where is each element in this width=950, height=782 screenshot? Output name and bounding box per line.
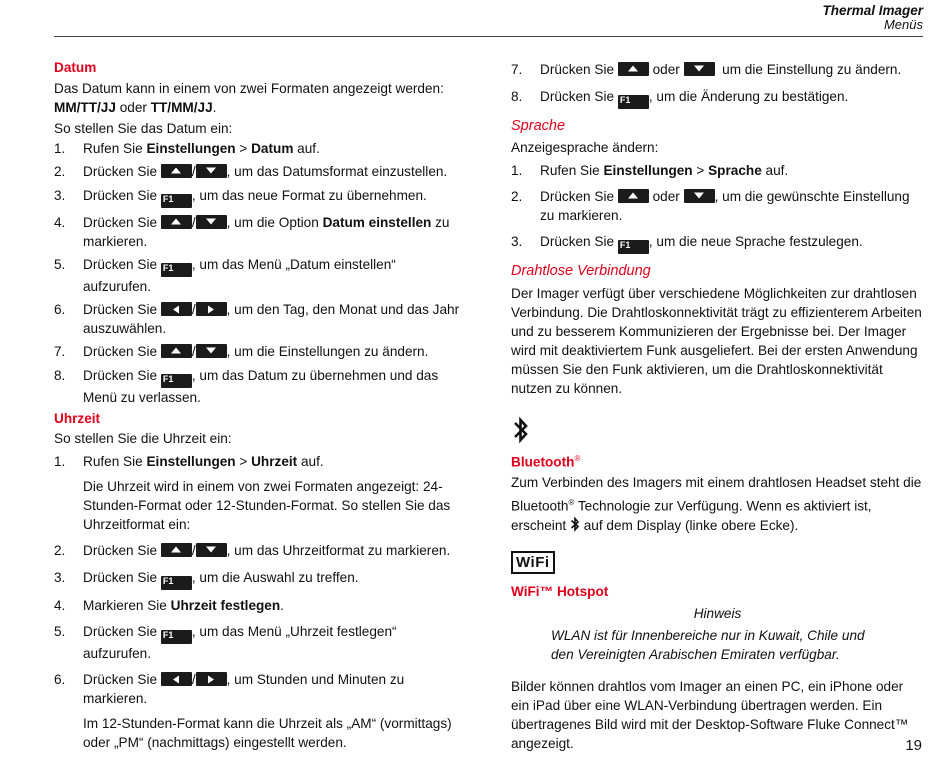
t: Drücken Sie <box>83 188 161 203</box>
step-text <box>83 366 464 407</box>
f1-key-icon: F1 <box>161 374 192 388</box>
datum-step-5 <box>54 255 464 296</box>
step-number: 2. <box>54 164 66 179</box>
wifi-heading: WiFi™ Hotspot <box>511 584 609 600</box>
step-text <box>83 452 464 471</box>
page-number: 19 <box>905 737 922 754</box>
uhrzeit-step-1 <box>54 452 464 471</box>
t: , um Stunden und Minuten zu markieren. <box>83 672 405 706</box>
t: Rufen Sie <box>540 163 604 178</box>
right-arrow-key-icon <box>196 302 227 316</box>
datum-howto: So stellen Sie das Datum ein: <box>54 121 233 136</box>
t: , um das Menü „Uhrzeit festlegen“ aufzurufen. <box>83 624 397 661</box>
t: Rufen Sie <box>83 454 147 469</box>
t: > <box>692 163 709 178</box>
t: Rufen Sie <box>83 141 147 156</box>
date-format-1: MM/TT/JJ <box>54 100 116 115</box>
up-arrow-key-icon <box>618 62 649 76</box>
step-text <box>83 622 464 663</box>
datum-step-8 <box>54 366 464 407</box>
step-text <box>83 255 464 296</box>
t: , um die neue Sprache festzulegen. <box>648 234 863 249</box>
manual-title: Thermal Imager <box>822 3 923 18</box>
right-column <box>511 60 924 753</box>
datum-step-2 <box>54 162 464 181</box>
bluetooth-heading-text: Bluetooth <box>511 454 575 470</box>
step-text: Drücken Sie / , um die Option Datum einstellen zu markieren. <box>83 215 450 249</box>
step-number: 7. <box>511 62 523 77</box>
t: Drücken Sie <box>83 624 161 639</box>
t: , um die Einstellungen zu ändern. <box>226 344 429 359</box>
t: auf dem Display (linke obere Ecke). <box>579 518 799 534</box>
step-number: 1. <box>54 141 66 156</box>
t: Drücken Sie <box>83 344 161 359</box>
t: > <box>235 141 252 156</box>
step-number: 6. <box>54 302 66 317</box>
uhrzeit-step-2 <box>54 541 464 560</box>
step-text <box>83 139 464 158</box>
menu-datum: Datum <box>251 141 294 156</box>
t: Drücken Sie <box>540 234 618 249</box>
step-text <box>540 232 924 254</box>
step-number: 5. <box>54 257 66 272</box>
step-number: 2. <box>54 543 66 558</box>
f1-key-icon: F1 <box>161 630 192 644</box>
wifi-icon <box>511 551 924 574</box>
t: Drücken Sie <box>83 215 161 230</box>
down-arrow-key-icon <box>196 543 227 557</box>
registered-mark: ® <box>574 454 581 463</box>
f1-key-icon: F1 <box>618 95 649 109</box>
t: Drücken Sie <box>83 368 161 383</box>
step-text: Drücken Sie / , um Stunden und Minuten zu markieren. <box>83 672 405 706</box>
t: Zum Verbinden des Imagers mit einem drahtlosen Headset steht die Bluetooth <box>511 474 922 514</box>
uhrzeit-step-3 <box>54 568 464 590</box>
datum-step-1 <box>54 139 464 158</box>
step-number: 4. <box>54 215 66 230</box>
sprache-step-1 <box>511 161 924 180</box>
down-arrow-key-icon <box>684 62 715 76</box>
bluetooth-icon <box>511 415 924 445</box>
t: , um das Uhrzeitformat zu markieren. <box>226 543 451 558</box>
period: . <box>212 100 217 115</box>
section-subtitle: Menüs <box>883 17 923 32</box>
wifi-icon-label: WiFi <box>511 551 555 574</box>
t: , um das Menü „Datum einstellen“ aufzurufen. <box>83 257 396 294</box>
step-number: 1. <box>511 163 523 178</box>
uhrzeit-step-6-note: Im 12-Stunden-Format kann die Uhrzeit als „AM“ (vormittags) oder „PM“ (nachmittags) eingestellt werden. <box>83 716 452 750</box>
bluetooth-inline-icon <box>570 516 580 533</box>
datum-step-6 <box>54 300 464 338</box>
t: > <box>235 454 252 469</box>
datum-intro-text: Das Datum kann in einem von zwei Formaten angezeigt werden: <box>54 81 444 96</box>
uhrzeit-step-5 <box>54 622 464 663</box>
uhrzeit-step-4 <box>54 596 464 615</box>
t: , um die Änderung zu bestätigen. <box>648 89 849 104</box>
registered-mark: ® <box>568 497 575 507</box>
t: Markieren Sie <box>83 598 171 613</box>
step-number: 6. <box>54 672 66 687</box>
step-text <box>83 186 464 208</box>
t: Drücken Sie <box>83 543 161 558</box>
note-heading: Hinweis <box>693 606 742 622</box>
step-text <box>83 596 464 615</box>
step-number: 3. <box>54 188 66 203</box>
t: , um die Option <box>226 215 323 230</box>
wifi-body: Bilder können drahtlos vom Imager an einen PC, ein iPhone oder ein iPad über eine WLAN-Verbindung übertragen werden. Ein übertragenes Bild wird mit der Desktop-Software Fluke Connect™ angezeigt. <box>511 679 909 752</box>
datum-intro <box>54 79 464 117</box>
datum-step-8-continued <box>511 87 924 109</box>
left-arrow-key-icon <box>161 672 192 686</box>
step-number: 4. <box>54 598 66 613</box>
t: Technologie zur Verfügung. Wenn es aktiviert ist, erscheint <box>511 498 872 534</box>
t: , um den Tag, den Monat und das Jahr auszuwählen. <box>83 302 460 336</box>
option-uhrzeit-festlegen: Uhrzeit festlegen <box>170 598 281 613</box>
f1-key-icon: F1 <box>161 263 192 277</box>
t: auf. <box>297 454 324 469</box>
t: , um das neue Format zu übernehmen. <box>191 188 427 203</box>
down-arrow-key-icon <box>196 344 227 358</box>
uhrzeit-heading: Uhrzeit <box>54 411 101 426</box>
oder-text: oder <box>115 100 151 115</box>
step-text <box>540 187 924 225</box>
datum-step-7-continued <box>511 60 924 79</box>
drahtlos-body: Der Imager verfügt über verschiedene Möglichkeiten zur drahtlosen Verbindung. Die Drahtloskonnektivität trägt zu effizienterem Arbeiten und zu besserem Kommunizieren der Ergebnisse bei. Der Imager wird mit deaktiviertem Funk ausgeliefert. Bei der ersten Anwendung müssen Sie den Funk aktivieren, um die Drahtloskonnektivität nutzen zu können. <box>511 286 922 396</box>
t: Drücken Sie <box>83 257 161 272</box>
up-arrow-key-icon <box>161 164 192 178</box>
drahtlos-heading: Drahtlose Verbindung <box>511 263 651 279</box>
step-text: Drücken Sie / , um das Datumsformat einzustellen. <box>83 164 448 179</box>
left-arrow-key-icon <box>161 302 192 316</box>
step-text: Drücken Sie / , um das Uhrzeitformat zu markieren. <box>83 543 451 558</box>
uhrzeit-step-6 <box>54 670 464 708</box>
t: , um die gewünschte Einstellung zu markieren. <box>540 189 910 223</box>
header-rule <box>54 36 923 37</box>
datum-step-4 <box>54 213 464 251</box>
sprache-step-2 <box>511 187 924 225</box>
datum-step-3 <box>54 186 464 208</box>
t: , um das Datumsformat einzustellen. <box>226 164 448 179</box>
datum-step-7 <box>54 342 464 361</box>
up-arrow-key-icon <box>161 344 192 358</box>
t: oder <box>648 62 684 77</box>
t: Drücken Sie <box>540 189 618 204</box>
uhrzeit-step-1-note: Die Uhrzeit wird in einem von zwei Formaten angezeigt: 24-Stunden-Format oder 12-Stunden-Format. So stellen Sie das Uhrzeitformat ein: <box>83 479 451 532</box>
step-number: 7. <box>54 344 66 359</box>
step-number: 8. <box>511 89 523 104</box>
date-format-2: TT/MM/JJ <box>150 100 213 115</box>
t: Drücken Sie <box>83 570 161 585</box>
t: auf. <box>293 141 320 156</box>
right-arrow-key-icon <box>196 672 227 686</box>
menu-uhrzeit: Uhrzeit <box>251 454 298 469</box>
t: oder <box>648 189 684 204</box>
step-number: 3. <box>511 234 523 249</box>
sprache-step-3 <box>511 232 924 254</box>
note-body: WLAN ist für Innenbereiche nur in Kuwait, Chile und den Vereinigten Arabischen Emiraten verfügbar. <box>551 628 865 663</box>
sprache-heading: Sprache <box>511 118 566 134</box>
step-number: 1. <box>54 454 66 469</box>
step-number: 2. <box>511 189 523 204</box>
up-arrow-key-icon <box>161 215 192 229</box>
up-arrow-key-icon <box>618 189 649 203</box>
left-column <box>54 58 464 752</box>
f1-key-icon: F1 <box>161 194 192 208</box>
t: um die Einstellung zu ändern. <box>714 62 902 77</box>
bluetooth-body <box>511 473 924 537</box>
option-datum-einstellen: Datum einstellen <box>322 215 432 230</box>
down-arrow-key-icon <box>684 189 715 203</box>
down-arrow-key-icon <box>196 215 227 229</box>
step-text: Drücken Sie / , um die Einstellungen zu ändern. <box>83 344 429 359</box>
t: Drücken Sie <box>83 164 161 179</box>
t: Drücken Sie <box>83 302 161 317</box>
step-text: Drücken Sie / , um den Tag, den Monat und das Jahr auszuwählen. <box>83 302 460 336</box>
t: . <box>280 598 284 613</box>
step-number: 3. <box>54 570 66 585</box>
t: zu markieren. <box>83 215 450 249</box>
up-arrow-key-icon <box>161 543 192 557</box>
t: Drücken Sie <box>83 672 161 687</box>
t: , um die Auswahl zu treffen. <box>191 570 359 585</box>
t: Drücken Sie <box>540 62 618 77</box>
uhrzeit-howto: So stellen Sie die Uhrzeit ein: <box>54 431 232 446</box>
bluetooth-heading <box>511 449 924 472</box>
step-number: 8. <box>54 368 66 383</box>
step-text <box>540 87 924 109</box>
menu-einstellungen: Einstellungen <box>146 141 236 156</box>
step-text <box>83 568 464 590</box>
menu-sprache: Sprache <box>708 163 762 178</box>
menu-einstellungen: Einstellungen <box>603 163 693 178</box>
f1-key-icon: F1 <box>161 576 192 590</box>
step-number: 5. <box>54 624 66 639</box>
step-text <box>540 161 924 180</box>
menu-einstellungen: Einstellungen <box>146 454 236 469</box>
t: Drücken Sie <box>540 89 618 104</box>
datum-heading: Datum <box>54 60 97 75</box>
down-arrow-key-icon <box>196 164 227 178</box>
step-text <box>540 60 924 79</box>
f1-key-icon: F1 <box>618 240 649 254</box>
sprache-intro: Anzeigesprache ändern: <box>511 140 659 155</box>
t: , um das Datum zu übernehmen und das Menü zu verlassen. <box>83 368 439 405</box>
t: auf. <box>761 163 789 178</box>
